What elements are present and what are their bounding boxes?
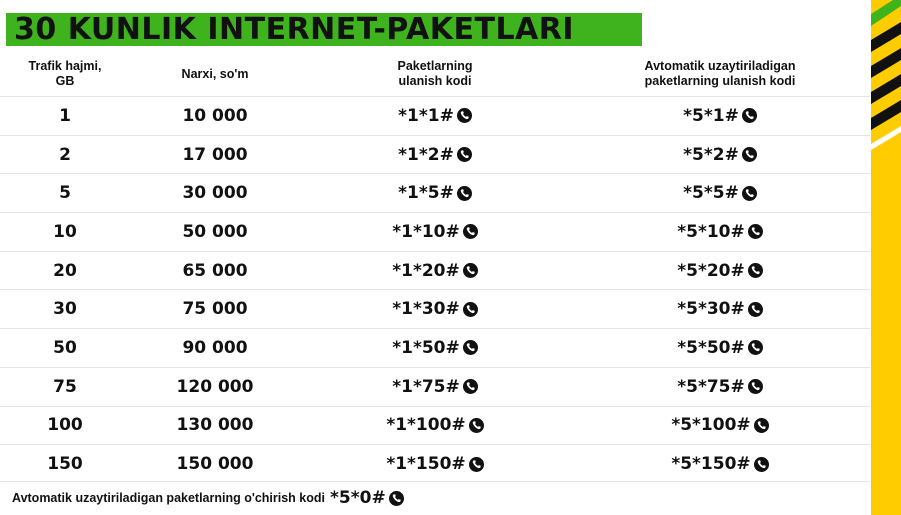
- header-code: Paketlarning ulanish kodi: [397, 59, 473, 88]
- cell-code: *1*75#: [300, 367, 570, 406]
- phone-icon: [742, 147, 757, 162]
- cell-auto-code: *5*1#: [570, 97, 870, 136]
- cell-price: 65 000: [130, 251, 300, 290]
- packages-table: [0, 52, 870, 483]
- cell-traffic: 75: [0, 367, 130, 406]
- phone-icon: [754, 457, 769, 472]
- footer-note: [0, 481, 870, 514]
- table-row: [0, 174, 870, 213]
- cell-price: 17 000: [130, 135, 300, 174]
- phone-icon: [463, 263, 478, 278]
- cell-code: *1*150#: [300, 445, 570, 483]
- phone-icon: [463, 302, 478, 317]
- title-banner: [6, 13, 642, 46]
- table-row: [0, 290, 870, 329]
- phone-icon: [469, 457, 484, 472]
- cell-code: *1*20#: [300, 251, 570, 290]
- cell-auto-code: *5*2#: [570, 135, 870, 174]
- phone-icon: [748, 224, 763, 239]
- phone-icon: [463, 340, 478, 355]
- table-row: [0, 406, 870, 445]
- cell-traffic: 50: [0, 329, 130, 368]
- cell-code: *1*1#: [300, 97, 570, 136]
- table-header-row: [0, 52, 870, 97]
- phone-icon: [463, 379, 478, 394]
- cell-code: *1*50#: [300, 329, 570, 368]
- footer-text: Avtomatik uzaytiriladigan paketlarning o'chirish kodi: [12, 491, 325, 505]
- cell-price: 10 000: [130, 97, 300, 136]
- table-row: [0, 251, 870, 290]
- cell-traffic: 100: [0, 406, 130, 445]
- cell-auto-code: *5*50#: [570, 329, 870, 368]
- footer-code: *5*0#: [330, 488, 404, 508]
- cell-auto-code: *5*20#: [570, 251, 870, 290]
- table-row: [0, 97, 870, 136]
- header-auto-code: Avtomatik uzaytiriladigan paketlarning ulanish kodi: [644, 59, 796, 88]
- phone-icon: [748, 302, 763, 317]
- table-row: [0, 445, 870, 483]
- cell-traffic: 30: [0, 290, 130, 329]
- cell-code: *1*2#: [300, 135, 570, 174]
- cell-traffic: 2: [0, 135, 130, 174]
- cell-price: 120 000: [130, 367, 300, 406]
- phone-icon: [457, 147, 472, 162]
- cell-price: 30 000: [130, 174, 300, 213]
- phone-icon: [748, 263, 763, 278]
- cell-traffic: 20: [0, 251, 130, 290]
- cell-auto-code: *5*75#: [570, 367, 870, 406]
- cell-traffic: 5: [0, 174, 130, 213]
- phone-icon: [457, 108, 472, 123]
- header-price: Narxi, so'm: [181, 66, 249, 81]
- cell-code: *1*100#: [300, 406, 570, 445]
- decorative-stripe: [871, 0, 901, 515]
- phone-icon: [748, 379, 763, 394]
- cell-auto-code: *5*30#: [570, 290, 870, 329]
- cell-auto-code: *5*100#: [570, 406, 870, 445]
- phone-icon: [389, 491, 404, 506]
- phone-icon: [748, 340, 763, 355]
- page-title: 30 KUNLIK INTERNET-PAKETLARI: [14, 12, 575, 47]
- cell-traffic: 150: [0, 445, 130, 483]
- table-row: [0, 135, 870, 174]
- cell-auto-code: *5*10#: [570, 213, 870, 252]
- cell-traffic: 1: [0, 97, 130, 136]
- phone-icon: [469, 418, 484, 433]
- phone-icon: [463, 224, 478, 239]
- cell-price: 130 000: [130, 406, 300, 445]
- header-traffic: Trafik hajmi, GB: [28, 59, 102, 88]
- cell-auto-code: *5*5#: [570, 174, 870, 213]
- phone-icon: [754, 418, 769, 433]
- phone-icon: [742, 108, 757, 123]
- table-row: [0, 213, 870, 252]
- phone-icon: [742, 186, 757, 201]
- cell-price: 50 000: [130, 213, 300, 252]
- cell-price: 90 000: [130, 329, 300, 368]
- phone-icon: [457, 186, 472, 201]
- cell-traffic: 10: [0, 213, 130, 252]
- table-row: [0, 367, 870, 406]
- cell-code: *1*5#: [300, 174, 570, 213]
- cell-auto-code: *5*150#: [570, 445, 870, 483]
- cell-price: 150 000: [130, 445, 300, 483]
- cell-code: *1*10#: [300, 213, 570, 252]
- cell-price: 75 000: [130, 290, 300, 329]
- table-row: [0, 329, 870, 368]
- cell-code: *1*30#: [300, 290, 570, 329]
